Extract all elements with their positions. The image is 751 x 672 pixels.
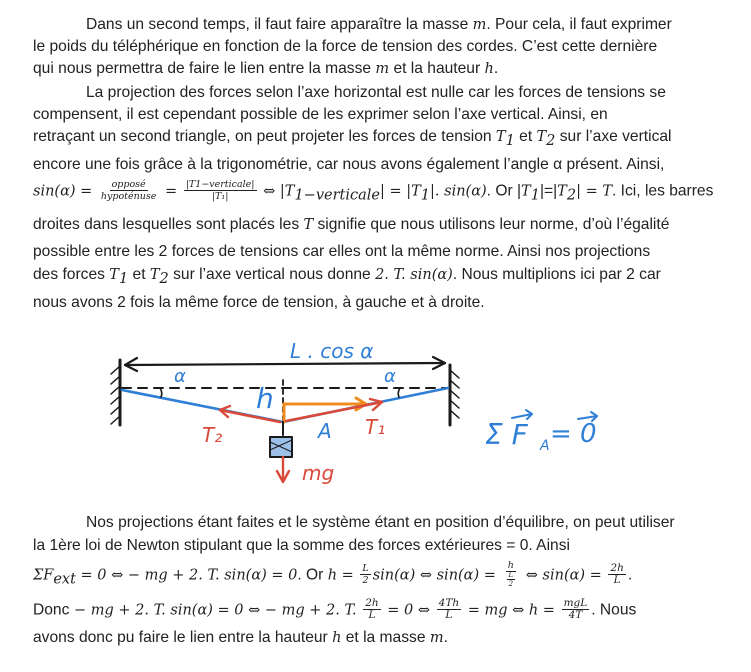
fraction-num: L [362,563,369,574]
text-line: le poids du téléphérique en fonction de la force de tension des cordes. C’est cette dernière [33,38,658,55]
math: |T [279,183,295,200]
text: Nos projections étant faites et le système étant en position d’équilibre, on peut utiliser [86,514,675,531]
text: . Or | [486,182,522,200]
text: droites dans lesquelles sont placés les [33,216,304,233]
label-sum-F: Σ F [485,418,528,451]
math-m: m [375,61,390,77]
math-sub: ext [53,571,76,588]
text-line: possible entre les 2 forces de tensions car elles ont la même norme. Ainsi nos projections [33,243,651,260]
alpha-arc-right [398,388,400,397]
text-line [33,82,666,104]
fraction-num: L [508,571,514,579]
fraction-num: 2h [610,562,624,574]
math-sub: 1 [505,133,515,150]
math-T: T [557,183,567,200]
fraction-den: L [368,609,376,621]
label-h: h [256,382,274,415]
text: des forces [33,266,110,283]
fraction-mgL-4T [562,598,590,621]
fraction-den: L [445,609,453,621]
label-T2: T₂ [202,423,223,447]
equation-line [33,599,636,622]
text: |=| [539,182,558,200]
math: sin(α) ⇔ sin(α) = [372,567,501,584]
text: et la hauteur [389,60,485,77]
math: h = [327,567,359,584]
text: La projection des forces selon l’axe horizontal est nulle car les forces de tensions se [86,84,666,101]
text-line: compensent, il est cependant possible de les exprimer selon l’axe vertical. Ainsi, en [33,106,608,123]
math-sub: 1 [530,187,540,204]
math-sub: 1−verticale [294,187,380,204]
math-sub: 2 [566,187,577,204]
text: signifie que nous utilisons leur norme, d’où l’égalité [313,216,670,233]
math-sub: 2 [159,271,169,288]
math-sin: sin(α) = [33,183,97,200]
math: | = [576,183,603,200]
text-line [33,214,669,236]
text: . [627,566,633,584]
text-line [33,14,672,36]
label-A: A [318,419,332,443]
fraction-den: hypoténuse [100,191,157,202]
math-expr: 2. T. sin(α) [375,267,453,283]
text-line [33,264,661,290]
text: . Or [297,566,328,584]
fraction-num: mgL [563,597,588,609]
equation-line [33,180,713,207]
fraction-L-2-small [507,571,516,588]
fraction-h-L2 [503,560,520,589]
math: = 0 ⇔ − mg + 2. T. sin(α) = 0 [75,567,298,584]
text: et [514,128,537,145]
text-line [33,126,672,152]
fraction-num: opposé [111,179,146,190]
text-line [33,627,448,649]
math: | = |T [379,183,421,200]
text-line: nous avons 2 fois la même force de tension, à gauche et à droite. [33,294,485,311]
math: − mg + 2. T. sin(α) = 0 ⇔ − mg + 2. T. [69,602,362,619]
math: = 0 ⇔ [382,602,435,619]
text: avons donc pu faire le lien entre la hauteur [33,629,333,646]
text: sur l’axe vertical [555,128,672,145]
fraction-oppose-hypotenuse [99,179,158,202]
text: . Nous multiplions ici par 2 car [452,266,661,283]
math-T: T [149,267,160,283]
fraction-den: |T₁| [211,191,229,202]
fraction-2h-L [363,598,380,621]
text: . [493,60,499,77]
text: et la masse [341,629,430,646]
fraction-tvert [184,179,257,202]
math-T: T [495,129,506,145]
text: . Ici, les barres [612,182,714,200]
fraction-num: |T1−verticale| [185,179,255,190]
math: |. sin(α) [430,183,487,200]
label-sum-eq: = 0 [550,419,597,449]
math-T: T [109,267,119,283]
math-h: h [332,630,342,646]
text: sur l’axe vertical nous donne [168,266,376,283]
text: et [128,266,150,283]
math: = mg ⇔ h = [463,602,560,619]
text: . Nous [591,601,637,619]
math-h: h [484,61,494,77]
fraction-den: L [613,574,621,586]
fraction-num: h [507,560,514,571]
text-line: la 1ère loi de Newton stipulant que la somme des forces extérieures = 0. Ainsi [33,537,570,554]
fraction-den: 2 [508,580,514,588]
text-line [33,58,498,80]
label-mg: mg [302,461,335,485]
fraction-4Th-L [437,598,461,621]
math-sub: 1 [420,187,431,204]
math-m: m [472,17,487,33]
math-sigma: ΣF [33,567,54,584]
math-sub: 2 [546,133,556,150]
label-L-cos-alpha: L . cos α [290,339,374,363]
text: Dans un second temps, il faut faire apparaître la masse [86,16,473,33]
fraction-den [503,572,520,589]
math-T: T [536,129,547,145]
math-T: T [521,183,531,200]
fraction-num: 2h [365,597,379,609]
math-sub: 1 [118,271,129,288]
alpha-arc-left [160,388,162,397]
text: . [443,629,448,646]
math-T: T [303,217,314,233]
math-m: m [429,630,444,646]
text: qui nous permettra de faire le lien entre la masse [33,60,376,77]
text: retraçant un second triangle, on peut projeter les forces de tension [33,128,496,145]
text-line: encore une fois grâce à la trigonométrie, car nous avons également l’angle α présent. Ainsi, [33,156,665,173]
math: ⇔ sin(α) = [521,567,607,584]
math-eq: = [160,183,182,200]
fraction-2h-L [608,563,625,586]
label-alpha-left: α [174,366,186,387]
length-arrow [125,363,445,365]
force-diagram [100,330,620,500]
math-iff: ⇔ [258,183,280,200]
text-line [33,512,675,534]
fraction-den: 4T [568,609,583,621]
label-alpha-right: α [384,366,396,387]
fraction-L-2 [360,563,370,586]
text: Donc [33,601,70,619]
label-sum-sub: A [540,438,550,454]
fraction-num: 4Th [438,597,460,609]
label-T1: T₁ [365,415,386,439]
math-T: T [602,183,613,200]
text: . Pour cela, il faut exprimer [486,16,672,33]
equation-line [33,561,632,591]
fraction-den: 2 [362,575,369,586]
